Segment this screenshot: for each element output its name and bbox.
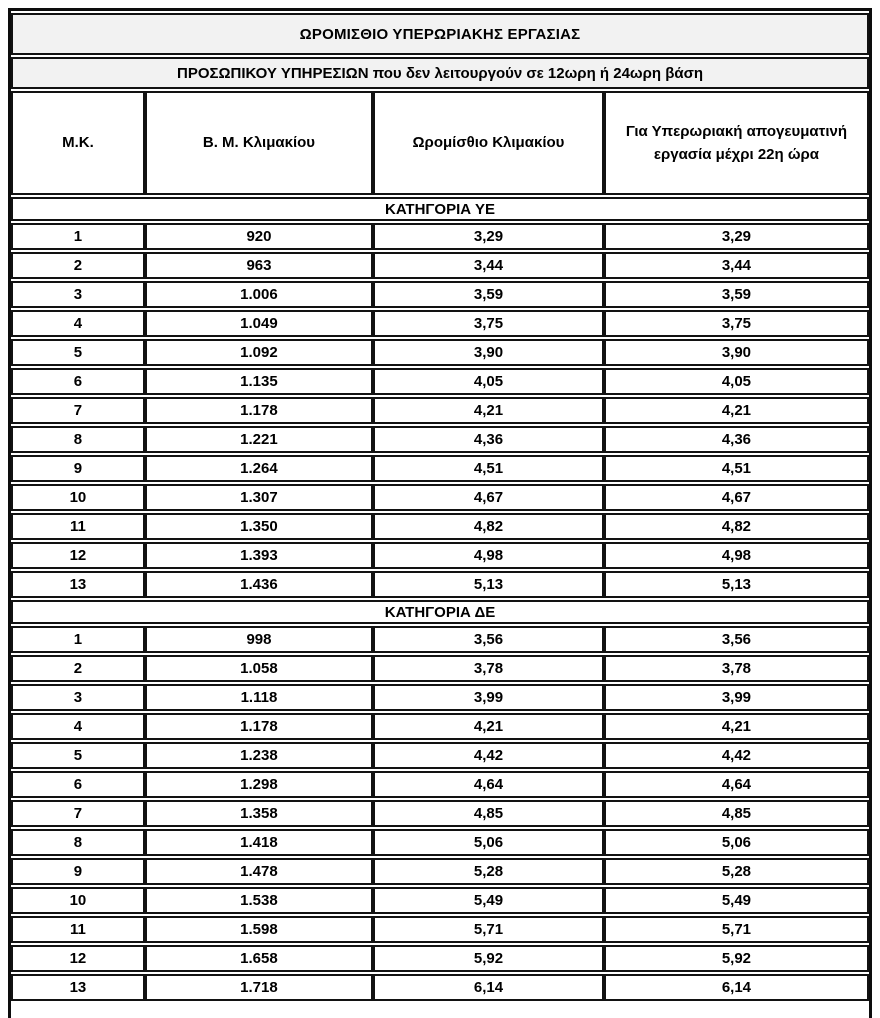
hourly-wage-cell: 3,59 bbox=[373, 281, 604, 308]
hourly-wage-cell: 3,99 bbox=[373, 684, 604, 711]
overtime-wage-cell: 3,90 bbox=[604, 339, 869, 366]
mk-cell: 1 bbox=[11, 223, 145, 250]
hourly-wage-cell: 5,06 bbox=[373, 829, 604, 856]
section-header-row bbox=[11, 600, 869, 624]
hourly-wage-cell: 5,13 bbox=[373, 571, 604, 598]
section-header-row bbox=[11, 197, 869, 221]
hourly-wage-cell: 4,36 bbox=[373, 426, 604, 453]
column-header-basic-salary: Β. Μ. Κλιμακίου bbox=[145, 91, 373, 195]
table-row bbox=[11, 223, 869, 250]
mk-cell: 8 bbox=[11, 426, 145, 453]
mk-cell: 1 bbox=[11, 626, 145, 653]
hourly-wage-cell: 4,85 bbox=[373, 800, 604, 827]
hourly-wage-cell: 3,44 bbox=[373, 252, 604, 279]
mk-cell: 9 bbox=[11, 858, 145, 885]
hourly-wage-cell: 5,92 bbox=[373, 945, 604, 972]
mk-cell: 6 bbox=[11, 771, 145, 798]
table-row bbox=[11, 829, 869, 856]
mk-cell: 10 bbox=[11, 887, 145, 914]
table-row bbox=[11, 713, 869, 740]
hourly-wage-cell: 3,29 bbox=[373, 223, 604, 250]
overtime-wage-cell: 5,06 bbox=[604, 829, 869, 856]
overtime-wage-cell: 6,14 bbox=[604, 974, 869, 1001]
basic-salary-cell: 1.238 bbox=[145, 742, 373, 769]
table-row bbox=[11, 684, 869, 711]
mk-cell: 3 bbox=[11, 684, 145, 711]
mk-cell: 12 bbox=[11, 945, 145, 972]
column-header-mk: Μ.Κ. bbox=[11, 91, 145, 195]
hourly-wage-cell: 3,75 bbox=[373, 310, 604, 337]
table-row bbox=[11, 858, 869, 885]
hourly-wage-cell: 5,71 bbox=[373, 916, 604, 943]
basic-salary-cell: 1.658 bbox=[145, 945, 373, 972]
hourly-wage-cell: 4,42 bbox=[373, 742, 604, 769]
basic-salary-cell: 1.092 bbox=[145, 339, 373, 366]
hourly-wage-cell: 5,28 bbox=[373, 858, 604, 885]
basic-salary-cell: 1.221 bbox=[145, 426, 373, 453]
overtime-wage-cell: 4,98 bbox=[604, 542, 869, 569]
table-row bbox=[11, 974, 869, 1001]
hourly-wage-cell: 4,98 bbox=[373, 542, 604, 569]
mk-cell: 2 bbox=[11, 655, 145, 682]
mk-cell: 6 bbox=[11, 368, 145, 395]
column-header-hourly-wage: Ωρομίσθιο Κλιμακίου bbox=[373, 91, 604, 195]
hourly-wage-cell: 4,82 bbox=[373, 513, 604, 540]
mk-cell: 13 bbox=[11, 974, 145, 1001]
overtime-wage-cell: 5,13 bbox=[604, 571, 869, 598]
overtime-wage-cell: 4,42 bbox=[604, 742, 869, 769]
overtime-wage-cell: 4,67 bbox=[604, 484, 869, 511]
mk-cell: 13 bbox=[11, 571, 145, 598]
mk-cell: 4 bbox=[11, 713, 145, 740]
table-row bbox=[11, 281, 869, 308]
basic-salary-cell: 1.006 bbox=[145, 281, 373, 308]
basic-salary-cell: 1.436 bbox=[145, 571, 373, 598]
table-title: ΩΡΟΜΙΣΘΙΟ ΥΠΕΡΩΡΙΑΚΗΣ ΕΡΓΑΣΙΑΣ bbox=[11, 13, 869, 55]
hourly-wage-cell: 4,05 bbox=[373, 368, 604, 395]
overtime-wage-cell: 3,78 bbox=[604, 655, 869, 682]
table-row bbox=[11, 800, 869, 827]
mk-cell: 10 bbox=[11, 484, 145, 511]
overtime-wage-cell: 3,29 bbox=[604, 223, 869, 250]
mk-cell: 5 bbox=[11, 742, 145, 769]
basic-salary-cell: 1.307 bbox=[145, 484, 373, 511]
hourly-wage-cell: 3,56 bbox=[373, 626, 604, 653]
hourly-wage-cell: 4,64 bbox=[373, 771, 604, 798]
basic-salary-cell: 1.538 bbox=[145, 887, 373, 914]
basic-salary-cell: 1.598 bbox=[145, 916, 373, 943]
overtime-wage-cell: 3,56 bbox=[604, 626, 869, 653]
wage-table bbox=[11, 11, 869, 1003]
basic-salary-cell: 1.135 bbox=[145, 368, 373, 395]
table-row bbox=[11, 397, 869, 424]
table-row bbox=[11, 945, 869, 972]
overtime-wage-cell: 3,75 bbox=[604, 310, 869, 337]
basic-salary-cell: 1.178 bbox=[145, 397, 373, 424]
overtime-wage-cell: 4,36 bbox=[604, 426, 869, 453]
overtime-wage-cell: 4,21 bbox=[604, 713, 869, 740]
overtime-wage-cell: 5,92 bbox=[604, 945, 869, 972]
hourly-wage-cell: 3,90 bbox=[373, 339, 604, 366]
column-header-row bbox=[11, 91, 869, 195]
table-row bbox=[11, 655, 869, 682]
overtime-wage-cell: 4,51 bbox=[604, 455, 869, 482]
hourly-wage-cell: 5,49 bbox=[373, 887, 604, 914]
section-header: ΚΑΤΗΓΟΡΙΑ ΥΕ bbox=[11, 197, 869, 221]
hourly-wage-cell: 4,51 bbox=[373, 455, 604, 482]
hourly-wage-cell: 6,14 bbox=[373, 974, 604, 1001]
table-row bbox=[11, 771, 869, 798]
hourly-wage-cell: 3,78 bbox=[373, 655, 604, 682]
mk-cell: 7 bbox=[11, 800, 145, 827]
mk-cell: 12 bbox=[11, 542, 145, 569]
section-header: ΚΑΤΗΓΟΡΙΑ ΔΕ bbox=[11, 600, 869, 624]
mk-cell: 3 bbox=[11, 281, 145, 308]
table-row bbox=[11, 916, 869, 943]
basic-salary-cell: 1.058 bbox=[145, 655, 373, 682]
basic-salary-cell: 1.118 bbox=[145, 684, 373, 711]
table-row bbox=[11, 368, 869, 395]
hourly-wage-cell: 4,21 bbox=[373, 713, 604, 740]
overtime-wage-cell: 4,05 bbox=[604, 368, 869, 395]
table-row bbox=[11, 339, 869, 366]
table-row bbox=[11, 252, 869, 279]
basic-salary-cell: 1.393 bbox=[145, 542, 373, 569]
table-row bbox=[11, 484, 869, 511]
mk-cell: 11 bbox=[11, 513, 145, 540]
table-row bbox=[11, 513, 869, 540]
table-subtitle: ΠΡΟΣΩΠΙΚΟΥ ΥΠΗΡΕΣΙΩΝ που δεν λειτουργούν σε 12ωρη ή 24ωρη βάση bbox=[11, 57, 869, 89]
basic-salary-cell: 920 bbox=[145, 223, 373, 250]
table-row bbox=[11, 310, 869, 337]
overtime-wage-cell: 5,71 bbox=[604, 916, 869, 943]
overtime-wage-cell: 3,59 bbox=[604, 281, 869, 308]
basic-salary-cell: 998 bbox=[145, 626, 373, 653]
column-header-overtime-wage: Για Υπερωριακή απογευματινή εργασία μέχρι 22η ώρα bbox=[604, 91, 869, 195]
mk-cell: 7 bbox=[11, 397, 145, 424]
basic-salary-cell: 1.418 bbox=[145, 829, 373, 856]
table-row bbox=[11, 571, 869, 598]
basic-salary-cell: 1.478 bbox=[145, 858, 373, 885]
basic-salary-cell: 1.718 bbox=[145, 974, 373, 1001]
mk-cell: 9 bbox=[11, 455, 145, 482]
hourly-wage-cell: 4,67 bbox=[373, 484, 604, 511]
table-row bbox=[11, 887, 869, 914]
mk-cell: 8 bbox=[11, 829, 145, 856]
mk-cell: 2 bbox=[11, 252, 145, 279]
table-row bbox=[11, 626, 869, 653]
overtime-wage-cell: 4,82 bbox=[604, 513, 869, 540]
overtime-wage-cell: 4,64 bbox=[604, 771, 869, 798]
table-row bbox=[11, 542, 869, 569]
overtime-wage-cell: 5,49 bbox=[604, 887, 869, 914]
mk-cell: 5 bbox=[11, 339, 145, 366]
table-row bbox=[11, 742, 869, 769]
overtime-wage-cell: 4,85 bbox=[604, 800, 869, 827]
basic-salary-cell: 1.358 bbox=[145, 800, 373, 827]
mk-cell: 11 bbox=[11, 916, 145, 943]
overtime-wage-cell: 5,28 bbox=[604, 858, 869, 885]
basic-salary-cell: 963 bbox=[145, 252, 373, 279]
table-row bbox=[11, 426, 869, 453]
basic-salary-cell: 1.049 bbox=[145, 310, 373, 337]
wage-table-frame bbox=[8, 8, 872, 1018]
mk-cell: 4 bbox=[11, 310, 145, 337]
subtitle-row bbox=[11, 57, 869, 89]
overtime-wage-cell: 3,99 bbox=[604, 684, 869, 711]
basic-salary-cell: 1.298 bbox=[145, 771, 373, 798]
overtime-wage-cell: 3,44 bbox=[604, 252, 869, 279]
basic-salary-cell: 1.178 bbox=[145, 713, 373, 740]
title-row bbox=[11, 13, 869, 55]
table-row bbox=[11, 455, 869, 482]
overtime-wage-cell: 4,21 bbox=[604, 397, 869, 424]
hourly-wage-cell: 4,21 bbox=[373, 397, 604, 424]
basic-salary-cell: 1.264 bbox=[145, 455, 373, 482]
basic-salary-cell: 1.350 bbox=[145, 513, 373, 540]
